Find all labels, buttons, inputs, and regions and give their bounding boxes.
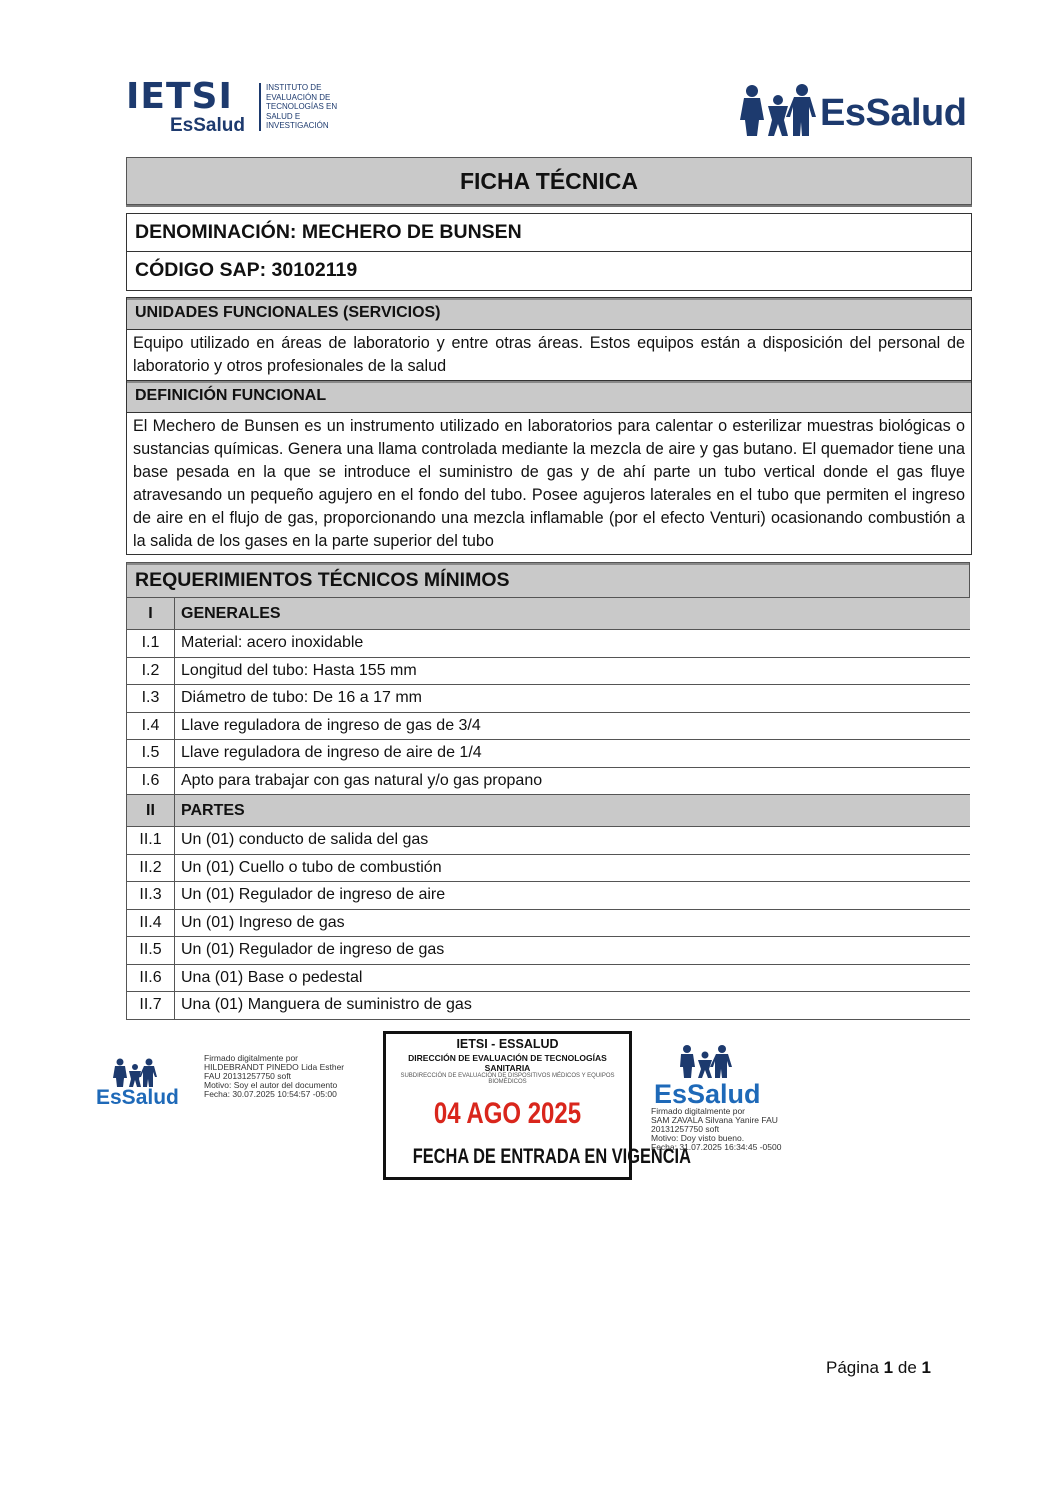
item-number: II.6 (127, 964, 175, 992)
item-text: Un (01) Cuello o tubo de combustión (175, 854, 971, 882)
definicion-text: El Mechero de Bunsen es un instrumento utilizado en laboratorios para calentar o esterilizar muestras biológicas o sustancias químicas. Genera una llama controlada mediante la mezcla de aire y gas butano. El quemador tiene una base pesada en la que se introduce el suministro de gas y de ahí parte un tubo vertical donde el gas fluye atravesando un pequeño agujero en el fondo del tubo. Posee agujeros laterales en el tubo que permiten el ingreso de aire en el flujo de gas, proporcionando una mezcla inflamable (por el efecto Venturi) ocasionando combustión a la salida de los gases en la parte superior del tubo (133, 417, 965, 550)
signature-1-text: Firmado digitalmente por HILDEBRANDT PINEDO Lida Esther FAU 20131257750 soft Motivo: Soy el autor del documento Fecha: 30.07.2025 10:54:57 -05:00 (204, 1053, 345, 1099)
essalud-logo-text: EsSalud (654, 1079, 761, 1109)
table-row (127, 712, 971, 740)
essalud-logo (738, 84, 966, 138)
item-number: I.4 (127, 712, 175, 740)
table-row (127, 657, 971, 685)
page-number: Página 1 de 1 (826, 1358, 931, 1377)
unidades-text: Equipo utilizado en áreas de laboratorio y entre otras áreas. Estos equipos están a disposición del personal de laboratorio y otros profesionales de la salud (133, 334, 965, 375)
item-text: Longitud del tubo: Hasta 155 mm (175, 657, 971, 685)
table-row (127, 882, 971, 910)
family-icon (112, 1058, 194, 1088)
essalud-logo-text: EsSalud (96, 1086, 179, 1109)
stamp-line-3: SUBDIRECCIÓN DE EVALUACIÓN DE DISPOSITIVOS MÉDICOS Y EQUIPOS BIOMÉDICOS (400, 1073, 615, 1085)
ietsi-institution-text: INSTITUTO DE EVALUACIÓN DE TECNOLOGÍAS EN SALUD E INVESTIGACIÓN (259, 83, 346, 131)
section-row (127, 598, 971, 630)
table-row (127, 827, 971, 855)
item-text: Un (01) Regulador de ingreso de aire (175, 882, 971, 910)
item-number: I.5 (127, 740, 175, 768)
item-text: Apto para trabajar con gas natural y/o gas propano (175, 767, 971, 795)
item-number: II.1 (127, 827, 175, 855)
table-row (127, 854, 971, 882)
family-icon (678, 1045, 738, 1079)
item-number: I.6 (127, 767, 175, 795)
item-text: Un (01) Ingreso de gas (175, 909, 971, 937)
item-text: Llave reguladora de ingreso de aire de 1/4 (175, 740, 971, 768)
item-number: II.7 (127, 992, 175, 1020)
signature-2-text: Firmado digitalmente por SAM ZAVALA Silvana Yanire FAU 20131257750 soft Motivo: Doy visto bueno. Fecha: 31.07.2025 16:34:45 -0500 (651, 1106, 782, 1152)
stamp-line-1: IETSI - ESSALUD (456, 1037, 559, 1051)
ietsi-logo-text: IETSI (126, 76, 233, 117)
ietsi-logo (126, 76, 346, 138)
item-text: Material: acero inoxidable (175, 630, 971, 658)
table-row (127, 685, 971, 713)
codigo-sap: CÓDIGO SAP: 30102119 (127, 251, 971, 289)
family-icon (738, 84, 818, 138)
item-text: Diámetro de tubo: De 16 a 17 mm (175, 685, 971, 713)
section-number: II (127, 795, 175, 827)
requirements-table (126, 598, 970, 1020)
item-number: II.4 (127, 909, 175, 937)
section-label: PARTES (175, 795, 971, 827)
item-text: Llave reguladora de ingreso de gas de 3/4 (175, 712, 971, 740)
table-row (127, 767, 971, 795)
item-text: Una (01) Base o pedestal (175, 964, 971, 992)
functional-box (126, 297, 972, 555)
item-number: I.1 (127, 630, 175, 658)
section-row (127, 795, 971, 827)
table-row (127, 964, 971, 992)
validity-stamp (383, 1031, 691, 1180)
item-text: Un (01) Regulador de ingreso de gas (175, 937, 971, 965)
item-number: II.5 (127, 937, 175, 965)
item-number: II.2 (127, 854, 175, 882)
page-title: FICHA TÉCNICA (126, 157, 972, 205)
item-number: II.3 (127, 882, 175, 910)
unidades-heading: UNIDADES FUNCIONALES (SERVICIOS) (127, 298, 971, 330)
section-number: I (127, 598, 175, 630)
stamp-date: 04 AGO 2025 (433, 1097, 582, 1130)
table-row (127, 630, 971, 658)
signature-2-logo (654, 1045, 761, 1109)
stamp-line-2: DIRECCIÓN DE EVALUACIÓN DE TECNOLOGÍAS SANITARIA (408, 1053, 607, 1073)
item-number: I.3 (127, 685, 175, 713)
definicion-heading: DEFINICIÓN FUNCIONAL (127, 380, 971, 413)
requirements-section (126, 562, 970, 1020)
signature-1-logo (96, 1058, 178, 1112)
stamp-caption: FECHA DE ENTRADA EN VIGENCIA (412, 1145, 691, 1168)
essalud-logo-text: EsSalud (820, 92, 967, 134)
table-row (127, 740, 971, 768)
item-text: Una (01) Manguera de suministro de gas (175, 992, 971, 1020)
section-label: GENERALES (175, 598, 971, 630)
table-row (127, 909, 971, 937)
ietsi-logo-sub: EsSalud (170, 115, 245, 136)
table-row (127, 937, 971, 965)
table-row (127, 992, 971, 1020)
identification-box (126, 213, 972, 291)
requirements-heading: REQUERIMIENTOS TÉCNICOS MÍNIMOS (126, 562, 970, 598)
item-number: I.2 (127, 657, 175, 685)
item-text: Un (01) conducto de salida del gas (175, 827, 971, 855)
denominacion: DENOMINACIÓN: MECHERO DE BUNSEN (135, 221, 522, 243)
